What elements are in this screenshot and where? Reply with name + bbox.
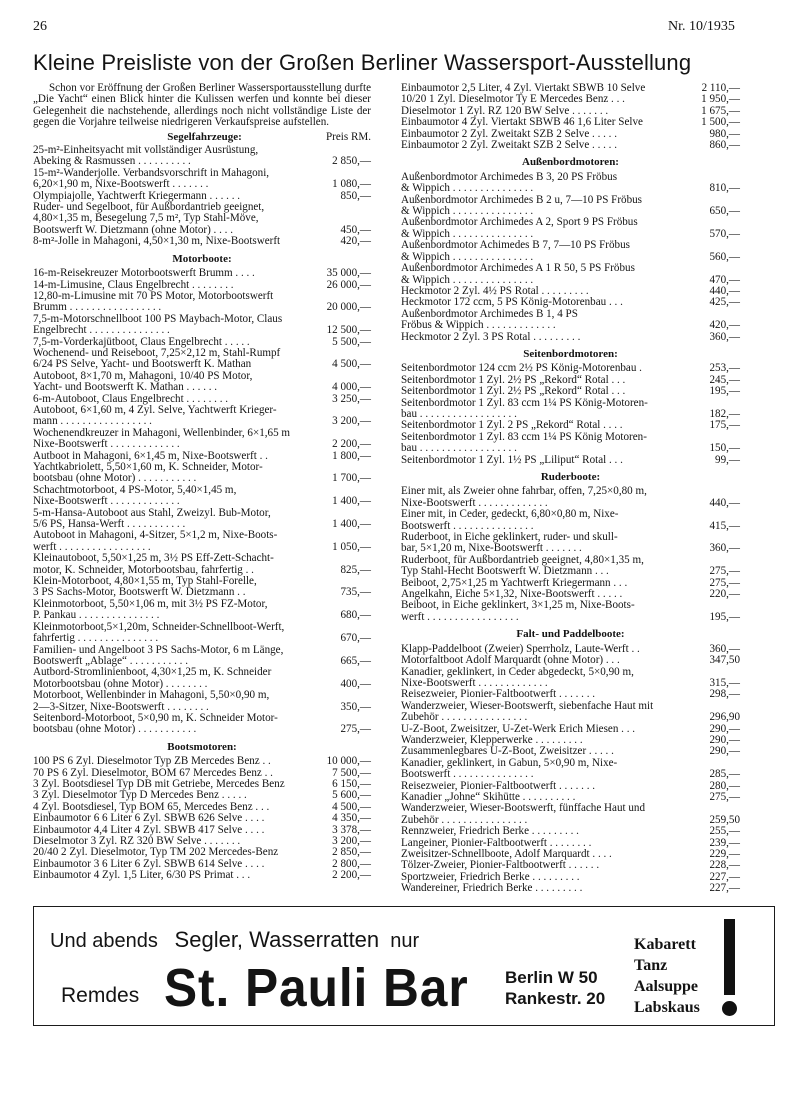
item-description: Ruderboot, in Eiche geklinkert, ruder- und skull- bar, 5×1,20 m, Nixe-Bootswerft . . . . . . .: [401, 531, 618, 555]
item-description: Seitenbordmotor 1 Zyl. 1½ PS „Liliput“ Rotal . . .: [401, 453, 623, 466]
item-price: 665,—: [340, 654, 371, 667]
item-price: 175,—: [709, 419, 740, 432]
item-price: 227,—: [709, 870, 740, 883]
item-price: 570,—: [709, 227, 740, 240]
item-description: Klapp-Paddelboot (Zweier) Sperrholz, Laute-Werft . .: [401, 642, 640, 655]
price-list-item: [401, 667, 740, 690]
price-list-item: [33, 576, 371, 599]
item-description: Beiboot, in Eiche geklinkert, 3×1,25 m, Nixe-Boots- werft . . . . . . . . . . . . . . . . .: [401, 599, 635, 623]
price-list-item: [401, 398, 740, 421]
ad-address-street: Rankestr. 20: [505, 989, 606, 1008]
price-list-item: [401, 386, 740, 397]
item-description: 15-m²-Wanderjolle. Verbandsvorschrift in Mahagoni, 6,20×1,90 m, Nixe-Bootswerft . . . . . . .: [33, 166, 270, 191]
item-price: 360,—: [709, 642, 740, 655]
item-description: Beiboot, 2,75×1,25 m Yachtwerft Kriegermann . . .: [401, 576, 628, 589]
price-list-item: [33, 713, 371, 736]
item-description: Heckmotor 2 Zyl. 3 PS Rotal . . . . . . . . .: [401, 330, 581, 343]
section-heading: Falt- und Paddelboote:: [516, 628, 625, 641]
item-price: 2 850,—: [332, 155, 371, 168]
item-description: 7,5-m-Motorschnellboot 100 PS Maybach-Motor, Claus Engelbrecht . . . . . . . . . . . . . . .: [33, 312, 283, 337]
item-price: 255,—: [709, 825, 740, 838]
item-description: Kleinmotorboot,5×1,20m, Schneider-Schnellboot-Werft, fahrfertig . . . . . . . . . . . . . . .: [33, 620, 285, 645]
item-price: 35 000,—: [326, 267, 371, 280]
item-description: Tölzer-Zweier, Pionier-Faltbootwerft . . . . . .: [401, 859, 600, 872]
item-description: Wandereiner, Friedrich Berke . . . . . . . . .: [401, 882, 583, 895]
item-description: Kleinmotorboot, 5,50×1,06 m, mit 3½ PS FZ-Motor, P. Pankau . . . . . . . . . . . . . . .: [33, 597, 268, 622]
item-price: 296,90: [709, 711, 740, 724]
item-price: 1 700,—: [332, 472, 371, 485]
price-list-item: [33, 622, 371, 645]
ad-address-city: Berlin W 50: [505, 968, 598, 987]
price-list-item: [401, 195, 740, 218]
item-price: 275,—: [709, 576, 740, 589]
price-list-item: [401, 455, 740, 466]
price-list-item: [401, 172, 740, 195]
item-description: Seitenbordmotor 124 ccm 2½ PS König-Motorenbau .: [401, 362, 642, 375]
section-heading: Motorboote:: [172, 252, 232, 265]
item-price: 440,—: [709, 496, 740, 509]
item-price: 1 400,—: [332, 495, 371, 508]
item-description: Einbaumotor 2 Zyl. Zweitakt SZB 2 Selve . . . . .: [401, 127, 617, 140]
page-number: 26: [33, 19, 47, 34]
item-description: Ruderboot, für Außbordantrieb geeignet, 4,80×1,35 m, Typ Stahl-Hecht Bootswerft W. Dietzmann . . .: [401, 553, 644, 578]
item-description: Wanderzweier, Wieser-Bootswerft, fünffache Haut und Zubehör . . . . . . . . . . . . . . . .: [401, 802, 646, 826]
item-description: Seitenbordmotor 1 Zyl. 2 PS „Rekord“ Rotal . . . .: [401, 419, 623, 432]
price-list-item: [33, 145, 371, 168]
item-description: Seitenbordmotor 1 Zyl. 2½ PS „Rekord“ Rotal . . .: [401, 373, 626, 386]
item-description: Einbaumotor 4 Zyl. 1,5 Liter, 6/30 PS Primat . . .: [33, 869, 251, 882]
item-description: Außenbordmotor Achimedes B 7, 7—10 PS Fröbus & Wippich . . . . . . . . . . . . . . .: [401, 239, 630, 263]
ad-menu-item: Labskaus: [634, 999, 700, 1016]
item-description: Wanderzweier, Klepperwerke . . . . . . . . .: [401, 733, 583, 746]
item-description: Außenbordmotor Archimedes A 2, Sport 9 PS Fröbus & Wippich . . . . . . . . . . . . . . .: [401, 216, 638, 240]
item-description: Einbaumotor 2 Zyl. Zweitakt SZB 2 Selve . . . . .: [401, 139, 617, 152]
item-price: 1 400,—: [332, 518, 371, 531]
ad-tagline-middle: Segler, Wasserratten: [174, 927, 380, 952]
ad-tagline-end: nur: [390, 930, 420, 952]
price-list-item: [33, 428, 371, 451]
item-description: 16-m-Reisekreuzer Motorbootswerft Brumm . . . .: [33, 267, 255, 280]
item-description: Außenbordmotor Archimedes A 1 R 50, 5 PS Fröbus & Wippich . . . . . . . . . . . . . . .: [401, 262, 635, 286]
item-description: Wochenend- und Reiseboot, 7,25×2,12 m, Stahl-Rumpf 6/24 PS Selve, Yacht- und Bootswerft K. Mathan: [33, 346, 281, 371]
price-list-item: [33, 405, 371, 428]
price-list-item: [401, 486, 740, 509]
item-description: Kanadier, geklinkert, in Gabun, 5×0,90 m, Nixe- Bootswerft . . . . . . . . . . . . . . .: [401, 756, 618, 781]
item-price: 670,—: [340, 632, 371, 645]
item-description: 3 Zyl. Dieselmotor Typ D Mercedes Benz . . . . .: [33, 789, 247, 802]
item-description: 25-m²-Einheitsyacht mit vollständiger Ausrüstung, Abeking & Rasmussen . . . . . . . . . .: [33, 144, 259, 168]
item-price: 860,—: [709, 139, 740, 152]
ad-menu-item: Tanz: [634, 957, 668, 974]
item-price: 4 000,—: [332, 381, 371, 394]
item-description: Rennzweier, Friedrich Berke . . . . . . . . .: [401, 825, 579, 838]
item-price: 415,—: [709, 519, 740, 532]
price-list-item: [401, 555, 740, 578]
article-title: Kleine Preisliste von der Großen Berliner Wassersport-Ausstellung: [33, 50, 692, 75]
price-list-item: [33, 530, 371, 553]
item-price: 420,—: [340, 235, 371, 248]
item-description: Außenbordmotor Archimedes B 2 u, 7—10 PS Fröbus & Wippich . . . . . . . . . . . . . . .: [401, 193, 642, 218]
item-description: Seitenbordmotor 1 Zyl. 83 ccm 1¼ PS König Motoren- bau . . . . . . . . . . . . . . . . . .: [401, 430, 647, 455]
item-price: 4 500,—: [332, 800, 371, 813]
item-price: 150,—: [709, 442, 740, 455]
item-description: 6-m-Autoboot, Claus Engelbrecht . . . . . . . .: [33, 392, 229, 405]
price-list-item: [33, 268, 371, 279]
item-description: Dieselmotor 3 Zyl. RZ 320 BW Selve . . . . . . .: [33, 835, 241, 847]
item-description: Schachtmotorboot, 4 PS-Motor, 5,40×1,45 m, Nixe-Bootswerft . . . . . . . . . . . . .: [33, 483, 237, 508]
item-description: Autoboot, 6×1,60 m, 4 Zyl. Selve, Yachtwerft Krieger- mann . . . . . . . . . . . . . . . . .: [33, 403, 277, 428]
item-price: 1 950,—: [701, 93, 740, 106]
item-price: 425,—: [709, 296, 740, 309]
item-description: 5-m-Hansa-Autoboot aus Stahl, Zweizyl. Bub-Motor, 5/6 PS, Hansa-Werft . . . . . . . . . . .: [33, 506, 271, 531]
price-list-item: [33, 599, 371, 622]
price-list-item: [33, 667, 371, 690]
price-list-item: [33, 870, 371, 881]
item-description: Reisezweier, Pionier-Faltbootwerft . . . . . . .: [401, 779, 596, 792]
item-description: 10/20 1 Zyl. Dieselmotor Ty E Mercedes Benz . . .: [401, 93, 625, 106]
item-description: Olympiajolle, Yachtwerft Kriegermann . . . . . .: [33, 189, 241, 202]
item-description: Klein-Motorboot, 4,80×1,55 m, Typ Stahl-Forelle, 3 PS Sachs-Motor, Bootswerft W. Dietzmann . .: [33, 575, 257, 599]
price-list-item: [401, 803, 740, 826]
item-price: 3 250,—: [332, 392, 371, 405]
item-description: Einer mit, als Zweier ohne fahrbar, offen, 7,25×0,80 m, Nixe-Bootswerft . . . . . . . . . . . . .: [401, 485, 647, 509]
item-description: Einbaumotor 3 6 Liter 6 Zyl. SBWB 614 Selve . . . .: [33, 857, 265, 870]
item-price: 735,—: [340, 586, 371, 599]
ad-tagline: [50, 927, 419, 953]
price-list-item: [401, 263, 740, 286]
price-list-item: [33, 348, 371, 371]
item-price: 3 200,—: [332, 415, 371, 428]
item-price: 195,—: [709, 385, 740, 398]
price-list-item: [401, 332, 740, 343]
price-list-item: [33, 485, 371, 508]
section-heading: Segelfahrzeuge:: [167, 130, 242, 143]
item-description: 8-m²-Jolle in Mahagoni, 4,50×1,30 m, Nixe-Bootswerft: [33, 235, 281, 248]
ad-bar-name: St. Pauli Bar: [164, 958, 469, 1018]
item-description: Heckmotor 172 ccm, 5 PS König-Motorenbau . . .: [401, 296, 623, 309]
right-column: [401, 83, 740, 895]
item-description: Reisezweier, Pionier-Faltbootwerft . . . . . . .: [401, 688, 596, 701]
item-price: 290,—: [709, 722, 740, 735]
item-description: Sportzweier, Friedrich Berke . . . . . . . . .: [401, 870, 580, 883]
item-price: 440,—: [709, 284, 740, 297]
section-heading: Seitenbordmotoren:: [523, 347, 618, 360]
item-price: 195,—: [709, 610, 740, 623]
item-price: 420,—: [709, 319, 740, 332]
item-description: Autboot in Mahagoni, 6×1,45 m, Nixe-Bootswerft . .: [33, 449, 268, 462]
item-price: 285,—: [709, 768, 740, 781]
item-price: 239,—: [709, 836, 740, 849]
item-price: 20 000,—: [326, 301, 371, 314]
item-price: 400,—: [340, 677, 371, 690]
item-description: 20/40 2 Zyl. Dieselmotor, Typ TM 202 Mercedes-Benz: [33, 846, 279, 859]
item-description: 12,80-m-Limusine mit 70 PS Motor, Motorbootswerft Brumm . . . . . . . . . . . . . . . . .: [33, 289, 274, 314]
ad-menu-item: Kabarett: [634, 936, 696, 953]
item-price: 560,—: [709, 250, 740, 263]
ad-remdes: Remdes: [61, 984, 140, 1007]
price-list-item: [401, 883, 740, 894]
price-list-item: [33, 813, 371, 824]
price-list-item: [401, 600, 740, 623]
item-price: 850,—: [340, 189, 371, 202]
item-description: Kanadier „Johne“ Skihütte . . . . . . . . . .: [401, 790, 576, 803]
price-list-item: [401, 140, 740, 151]
ad-address: [505, 967, 605, 1009]
item-price: 275,—: [709, 565, 740, 578]
item-price: 4 500,—: [332, 358, 371, 371]
intro-paragraph: Schon vor Eröffnung der Großen Berliner Wassersportausstellung durfte „Die Yacht“ einen Blick hinter die Kulissen werfen und konnte bei dieser Gelegenheit die nachstehende, allerdings noch nicht vollständige Liste der gegen die Vorjahre teilweise niedrigeren Verkaufspreise aufstellen.: [33, 82, 371, 129]
section-heading-row: [33, 132, 371, 143]
item-description: Autbord-Stromlinienboot, 4,30×1,25 m, K. Schneider Motorbootsbau (ohne Motor) . . . . . . . .: [33, 666, 272, 690]
item-price: 3 200,—: [332, 835, 371, 847]
item-price: 280,—: [709, 779, 740, 792]
item-description: Seitenbord-Motorboot, 5×0,90 m, K. Schneider Motor- bootsbau (ohne Motor) . . . . . . . . . . .: [33, 711, 278, 736]
item-description: Autoboot, 8×1,70 m, Mahagoni, 10/40 PS Motor, Yacht- und Bootswerft K. Mathan . . . . . .: [33, 369, 253, 394]
price-list-item: [401, 532, 740, 555]
price-list-item: [401, 701, 740, 724]
price-list-item: [33, 690, 371, 713]
item-price: 1 800,—: [332, 449, 371, 462]
item-price: 259,50: [709, 813, 740, 826]
item-price: 2 800,—: [332, 857, 371, 870]
item-price: 5 500,—: [332, 335, 371, 348]
item-description: Yachtkabriolett, 5,50×1,60 m, K. Schneider, Motor- bootsbau (ohne Motor) . . . . . . . . . . .: [33, 461, 263, 485]
item-price: 290,—: [709, 733, 740, 746]
price-list-item: [401, 297, 740, 308]
price-list-item: [401, 509, 740, 532]
price-list-item: [401, 655, 740, 666]
price-list-item: [33, 314, 371, 337]
price-list-item: [401, 240, 740, 263]
item-price: 6 150,—: [332, 777, 371, 790]
item-price: 1 050,—: [332, 540, 371, 553]
item-price: 253,—: [709, 362, 740, 375]
item-price: 290,—: [709, 745, 740, 758]
item-description: Dieselmotor 1 Zyl. RZ 120 BW Selve . . . . . . .: [401, 104, 609, 117]
item-price: 1 675,—: [701, 104, 740, 117]
item-price: 4 350,—: [332, 812, 371, 825]
item-description: Kanadier, geklinkert, in Ceder abgedeckt, 5×0,90 m, Nixe-Bootswerft . . . . . . . . . . . . .: [401, 665, 634, 689]
item-price: 245,—: [709, 373, 740, 386]
item-price: 810,—: [709, 182, 740, 195]
item-description: Zweisitzer-Schnellboote, Adolf Marquardt . . . .: [401, 848, 612, 860]
item-price: 347,50: [709, 654, 740, 667]
item-description: 4 Zyl. Bootsdiesel, Typ BOM 65, Mercedes Benz . . .: [33, 800, 270, 813]
price-list-item: [401, 689, 740, 700]
item-price: 2 850,—: [332, 846, 371, 859]
item-price: 1 500,—: [701, 116, 740, 129]
price-list-item: [33, 236, 371, 247]
item-description: Einer mit, in Ceder, gedeckt, 6,80×0,80 m, Nixe- Bootswerft . . . . . . . . . . . . . . .: [401, 508, 619, 532]
item-description: Seitenbordmotor 1 Zyl. 2½ PS „Rekord“ Rotal . . .: [401, 385, 626, 398]
item-price: 12 500,—: [326, 324, 371, 337]
item-description: Ruder- und Segelboot, für Außbordantrieb geeignet, 4,80×1,35 m, Besegelung 7,5 m², Typ Stahl-Möve, Bootswerft W. Dietzmann (ohne Motor) . . . .: [33, 201, 265, 236]
item-description: 70 PS 6 Zyl. Dieselmotor, BOM 67 Mercedes Benz . .: [33, 766, 273, 779]
item-price: 350,—: [340, 700, 371, 713]
price-list-item: [401, 432, 740, 455]
price-list-item: [33, 291, 371, 314]
issue-number: Nr. 10/1935: [668, 19, 735, 34]
price-list-item: [33, 202, 371, 236]
item-description: 7,5-m-Vorderkajütboot, Claus Engelbrecht . . . . .: [33, 335, 250, 348]
item-description: 3 Zyl. Bootsdiesel Typ DB mit Getriebe, Mercedes Benz: [33, 777, 285, 790]
price-list-item: [33, 168, 371, 191]
item-description: Außenbordmotor Archimedes B 1, 4 PS Fröbus & Wippich . . . . . . . . . . . . .: [401, 307, 578, 332]
item-price: 2 200,—: [332, 438, 371, 451]
item-description: Kleinautoboot, 5,50×1,25 m, 3½ PS Eff-Zett-Schacht- motor, K. Schneider, Motorbootsbau, fahrfertig . .: [33, 552, 274, 576]
item-description: Familien- und Angelboot 3 PS Sachs-Motor, 6 m Länge, Bootswerft „Ablage“ . . . . . . . . . . .: [33, 643, 284, 667]
advertisement: [33, 906, 775, 1026]
item-price: 5 600,—: [332, 789, 371, 802]
item-price: 825,—: [340, 563, 371, 576]
item-price: 680,—: [340, 609, 371, 622]
item-price: 360,—: [709, 330, 740, 343]
item-description: Seitenbordmotor 1 Zyl. 83 ccm 1¼ PS König-Motoren- bau . . . . . . . . . . . . . . . . . .: [401, 396, 648, 420]
price-list-item: [33, 508, 371, 531]
item-price: 2 200,—: [332, 869, 371, 882]
item-description: Wochenendkreuzer in Mahagoni, Wellenbinder, 6×1,65 m Nixe-Bootswerft . . . . . . . . . . . . .: [33, 426, 291, 451]
price-list-item: [401, 758, 740, 781]
section-heading: Außenbordmotoren:: [522, 156, 619, 169]
item-description: Motorboot, Wellenbinder in Mahagoni, 5,50×0,90 m, 2—3-Sitzer, Nixe-Bootswerft . . . . . . . .: [33, 689, 270, 713]
price-list-item: [33, 645, 371, 668]
item-description: Zusammenlegbares U-Z-Boot, Zweisitzer . . . . .: [401, 745, 614, 758]
item-description: Wanderzweier, Wieser-Bootswerft, siebenfache Haut mit Zubehör . . . . . . . . . . . . . . . .: [401, 699, 654, 724]
item-description: Motorfaltboot Adolf Marquardt (ohne Motor) . . .: [401, 654, 620, 667]
item-price: 298,—: [709, 688, 740, 701]
price-list-item: [401, 309, 740, 332]
left-column: [33, 83, 371, 882]
item-description: U-Z-Boot, Zweisitzer, U-Zet-Werk Erich Miesen . . .: [401, 722, 636, 735]
item-price: 227,—: [709, 882, 740, 895]
price-list-item: [33, 371, 371, 394]
price-list-item: [401, 826, 740, 837]
item-description: Langeiner, Pionier-Faltbootwerft . . . . . . . .: [401, 836, 592, 849]
item-price: 315,—: [709, 676, 740, 689]
price-list-item: [33, 462, 371, 485]
ad-menu: [634, 934, 700, 1018]
ad-menu-item: Aalsuppe: [634, 978, 699, 995]
ad-tagline-start: Und abends: [50, 930, 158, 952]
item-price: 229,—: [709, 848, 740, 860]
price-list-item: [33, 553, 371, 576]
price-list-item: [401, 117, 740, 128]
item-description: Einbaumotor 4,4 Liter 4 Zyl. SBWB 417 Selve . . . .: [33, 823, 265, 836]
item-price: 26 000,—: [326, 278, 371, 291]
item-price: 275,—: [340, 723, 371, 736]
item-price: 360,—: [709, 542, 740, 555]
price-list-item: [33, 756, 371, 767]
item-price: 450,—: [340, 223, 371, 236]
item-description: 100 PS 6 Zyl. Dieselmotor Typ ZB Mercedes Benz . .: [33, 755, 271, 768]
section-heading: Ruderboote:: [540, 471, 601, 483]
item-description: Autoboot in Mahagoni, 4-Sitzer, 5×1,2 m, Nixe-Boots- werft . . . . . . . . . . . . . . . . .: [33, 529, 278, 553]
item-price: 10 000,—: [326, 755, 371, 768]
item-description: Heckmotor 2 Zyl. 4½ PS Rotal . . . . . . . . .: [401, 284, 589, 297]
item-price: 3 378,—: [332, 823, 371, 836]
item-description: Einbaumotor 6 6 Liter 6 Zyl. SBWB 626 Selve . . . .: [33, 812, 265, 825]
item-price: 470,—: [709, 273, 740, 286]
item-description: Außenbordmotor Archimedes B 3, 20 PS Fröbus & Wippich . . . . . . . . . . . . . . .: [401, 170, 618, 195]
item-description: Einbaumotor 4 Zyl. Viertakt SBWB 46 1,6 Liter Selve: [401, 116, 643, 129]
item-price: 7 500,—: [332, 766, 371, 779]
item-price: 980,—: [709, 127, 740, 140]
item-price: 275,—: [709, 790, 740, 803]
item-price: 228,—: [709, 859, 740, 872]
item-description: Angelkahn, Eiche 5×1,32, Nixe-Bootswerft . . . . .: [401, 588, 623, 601]
section-heading: Bootsmotoren:: [167, 740, 237, 753]
item-description: 14-m-Limusine, Claus Engelbrecht . . . . . . . .: [33, 278, 234, 291]
item-price: 650,—: [709, 205, 740, 218]
price-column-heading: Preis RM.: [326, 130, 371, 143]
item-price: 99,—: [715, 453, 740, 466]
item-price: 2 110,—: [701, 82, 740, 94]
price-list-item: [401, 217, 740, 240]
item-description: Einbaumotor 2,5 Liter, 4 Zyl. Viertakt SBWB 10 Selve: [401, 82, 646, 94]
item-price: 1 080,—: [332, 178, 371, 191]
item-price: 182,—: [709, 407, 740, 420]
item-price: 220,—: [709, 588, 740, 601]
